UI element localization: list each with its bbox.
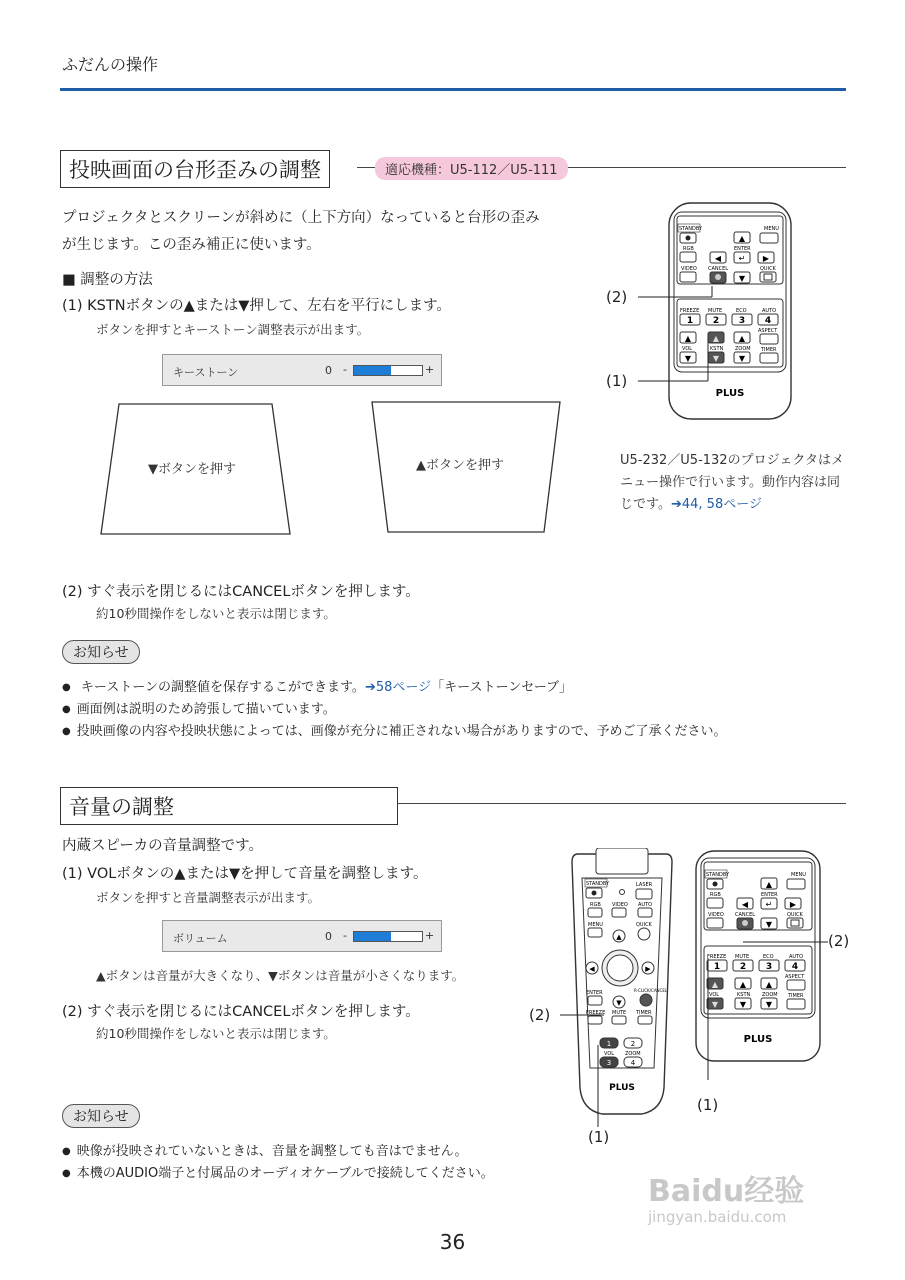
note1-tail: 「キーストーンセーブ」 (431, 680, 573, 695)
svg-text:▼: ▼ (684, 354, 692, 363)
remote2-video-text: VIDEO (612, 902, 628, 908)
volume-note-2: ● 本機のAUDIO端子と付属品のオーディオケーブルで接続してください。 (62, 1162, 494, 1181)
remote2-enter-text: ENTER (586, 990, 603, 996)
remote-num4: 4 (764, 316, 772, 326)
remote-timer-text: TIMER (761, 347, 777, 353)
header-rule (60, 88, 846, 91)
remote-kstn-text: KSTN (710, 346, 724, 352)
remote-num2: 2 (712, 316, 720, 326)
osd-value: 0 (325, 364, 332, 377)
svg-text:▲: ▲ (712, 334, 720, 343)
svg-text:▲: ▲ (765, 980, 773, 989)
remote3-auto-text: AUTO (789, 954, 804, 960)
remote3-enter-text: ENTER (761, 892, 778, 898)
remote-mute-text: MUTE (708, 308, 723, 314)
svg-text:▼: ▼ (711, 1000, 719, 1009)
svg-text:▲: ▲ (738, 234, 746, 243)
side-note (620, 450, 846, 516)
osd-label: キーストーン (173, 366, 239, 379)
remote2-laser-text: LASER (636, 882, 653, 888)
osd-label: ボリューム (173, 932, 228, 945)
trapezoid-up-label: ▲ボタンを押す (416, 458, 504, 473)
remote3-timer-text: TIMER (788, 993, 804, 999)
svg-text:▼: ▼ (738, 354, 746, 363)
osd-level-fill (354, 932, 391, 941)
svg-text:▼: ▼ (712, 354, 720, 363)
remote2-rgb-text: RGB (590, 902, 601, 908)
remote2-timer-text: TIMER (636, 1010, 652, 1016)
volume-callout-2-right: (2) (828, 932, 850, 950)
remote3-vol-text: VOL (709, 992, 720, 998)
remote2-quick-text: QUICK (636, 922, 652, 928)
svg-text:▲: ▲ (616, 933, 622, 941)
remote3-num3: 3 (765, 962, 773, 972)
section-rule (398, 803, 846, 804)
osd-plus: + (425, 363, 435, 376)
remote-menu-text: MENU (764, 226, 779, 232)
svg-text:▼: ▼ (616, 999, 622, 1007)
keystone-step1-note: ボタンを押すとキーストーン調整表示が出ます。 (96, 322, 370, 337)
keystone-note-2: ● 画面例は説明のため誇張して描いています。 (62, 698, 336, 717)
volume-callout-1-left: (1) (588, 1128, 610, 1146)
remote3-brand-text: PLUS (743, 1034, 773, 1045)
remote3-num4: 4 (791, 962, 799, 972)
svg-text:▼: ▼ (765, 920, 773, 929)
remote-num3: 3 (738, 316, 746, 326)
trapezoid-down-label: ▼ボタンを押す (148, 462, 236, 477)
remote3-cancel-text: CANCEL (735, 912, 756, 918)
osd-plus: + (425, 929, 435, 942)
keystone-note-label: お知らせ (62, 640, 140, 664)
remote-freeze-text: FREEZE (680, 308, 700, 314)
remote-quick-text: QUICK (760, 266, 776, 272)
watermark-brand: Baidu经验 (648, 1174, 805, 1209)
remote-cancel-text: CANCEL (708, 266, 729, 272)
remote-video-text: VIDEO (681, 266, 697, 272)
volume-step2: (2) すぐ表示を閉じるにはCANCELボタンを押します。 (62, 1004, 420, 1020)
remote2-mute-text: MUTE (612, 1010, 627, 1016)
page-number: 36 (439, 1230, 466, 1254)
svg-text:↵: ↵ (738, 254, 746, 263)
svg-text:▼: ▼ (738, 274, 746, 283)
remote3-zoom-text: ZOOM (762, 992, 778, 998)
watermark-url: jingyan.baidu.com (648, 1208, 787, 1226)
volume-section-title: 音量の調整 (60, 787, 398, 825)
running-header: ふだんの操作 (62, 55, 159, 74)
remote3-eco-text: ECO (763, 954, 774, 960)
remote3-freeze-text: FREEZE (707, 954, 727, 960)
side-note-text: U5-232／U5-132のプロジェクタはメニュー操作で行います。動作内容は同じです。 (620, 453, 845, 512)
volume-step2-note: 約10秒間操作をしないと表示は閉じます。 (96, 1026, 336, 1041)
keystone-note-3: ● 投映画像の内容や投映状態によっては、画像が充分に補正されない場合がありますので、予めご了承ください。 (62, 720, 726, 739)
volume-note-1: ● 映像が投映されていないときは、音量を調整しても音はでません。 (62, 1140, 468, 1159)
volume-callout-1-right: (1) (697, 1096, 719, 1114)
remote2-standby-text: STANDBY (586, 881, 610, 887)
callout-2: (2) (606, 288, 628, 306)
svg-text:◀: ◀ (589, 965, 595, 973)
remote-zoom-text: ZOOM (735, 346, 751, 352)
remote3-standby-text: STANDBY (706, 872, 730, 878)
keystone-note-1 (62, 676, 572, 695)
remote-num1: 1 (686, 316, 694, 326)
remote-aspect-text: ASPECT (758, 328, 778, 334)
volume-intro: 内蔵スピーカの音量調整です。 (62, 838, 263, 854)
remote3-num1: 1 (713, 962, 721, 972)
keystone-step2: (2) すぐ表示を閉じるにはCANCELボタンを押します。 (62, 584, 420, 600)
svg-text:▶: ▶ (789, 900, 797, 909)
svg-text:▲: ▲ (684, 334, 692, 343)
svg-text:▼: ▼ (765, 1000, 773, 1009)
keystone-section-title: 投映画面の台形歪みの調整 (60, 150, 330, 188)
keystone-step1: (1) KSTNボタンの▲または▼押して、左右を平行にします。 (62, 298, 451, 314)
svg-text:▲: ▲ (738, 334, 746, 343)
callout-1: (1) (606, 372, 628, 390)
volume-direction-note: ▲ボタンは音量が大きくなり、▼ボタンは音量が小さくなります。 (96, 968, 465, 983)
remote-brand-text: PLUS (715, 388, 745, 399)
remote-vol-text: VOL (682, 346, 693, 352)
volume-step1: (1) VOLボタンの▲または▼を押して音量を調整します。 (62, 866, 428, 882)
remote3-mute-text: MUTE (735, 954, 750, 960)
svg-text:▶: ▶ (762, 254, 770, 263)
remote2-vol-text: VOL (604, 1051, 615, 1057)
remote2-zoom-text: ZOOM (625, 1051, 641, 1057)
osd-value: 0 (325, 930, 332, 943)
keystone-intro: プロジェクタとスクリーンが斜めに（上下方向）なっていると台形の歪みが生じます。この歪み補正に使います。 (62, 210, 540, 253)
note1-text: キーストーンの調整値を保存するこができます。 (80, 680, 365, 695)
side-note-link[interactable]: ➔44, 58ページ (670, 497, 762, 512)
svg-text:▲: ▲ (739, 980, 747, 989)
note1-link[interactable]: ➔58ページ (364, 680, 432, 695)
remote-standby-text: STANDBY (679, 226, 703, 232)
remote3-menu-text: MENU (791, 872, 806, 878)
volume-osd (162, 920, 442, 952)
remote2-num1: 1 (606, 1040, 612, 1048)
osd-minus: - (343, 363, 347, 376)
remote2-menu-text: MENU (588, 922, 603, 928)
remote2-brand-text: PLUS (609, 1083, 635, 1093)
remote2-num4: 4 (630, 1059, 636, 1067)
osd-minus: - (343, 929, 347, 942)
remote-rgb-text: RGB (683, 246, 694, 252)
remote3-rgb-text: RGB (710, 892, 721, 898)
remote-auto-text: AUTO (762, 308, 777, 314)
models-tag: 適応機種：U5-112／U5-111 (375, 157, 568, 180)
svg-text:▼: ▼ (739, 1000, 747, 1009)
osd-level-bar (353, 931, 423, 942)
svg-text:▲: ▲ (711, 980, 719, 989)
svg-text:▶: ▶ (645, 965, 651, 973)
keystone-osd (162, 354, 442, 386)
svg-text:▲: ▲ (765, 880, 773, 889)
remote2-rclick-text: R-CLICK/CANCEL (634, 988, 668, 993)
volume-callout-2-left: (2) (529, 1006, 551, 1024)
svg-text:◀: ◀ (714, 254, 722, 263)
remote3-aspect-text: ASPECT (785, 974, 805, 980)
remote2-num2: 2 (630, 1040, 636, 1048)
remote3-video-text: VIDEO (708, 912, 724, 918)
remote3-quick-text: QUICK (787, 912, 803, 918)
keystone-step2-note: 約10秒間操作をしないと表示は閉じます。 (96, 606, 336, 621)
remote3-num2: 2 (739, 962, 747, 972)
remote2-freeze-text: FREEZE (586, 1010, 606, 1016)
remote3-kstn-text: KSTN (737, 992, 751, 998)
remote2-num3: 3 (606, 1059, 612, 1067)
svg-text:↵: ↵ (765, 900, 773, 909)
osd-level-fill (354, 366, 391, 375)
remote-enter-text: ENTER (734, 246, 751, 252)
volume-step1-note: ボタンを押すと音量調整表示が出ます。 (96, 890, 321, 905)
remote-eco-text: ECO (736, 308, 747, 314)
osd-level-bar (353, 365, 423, 376)
method-heading: ■ 調整の方法 (62, 272, 153, 288)
volume-note-label: お知らせ (62, 1104, 140, 1128)
remote2-auto-text: AUTO (638, 902, 653, 908)
svg-text:◀: ◀ (741, 900, 749, 909)
